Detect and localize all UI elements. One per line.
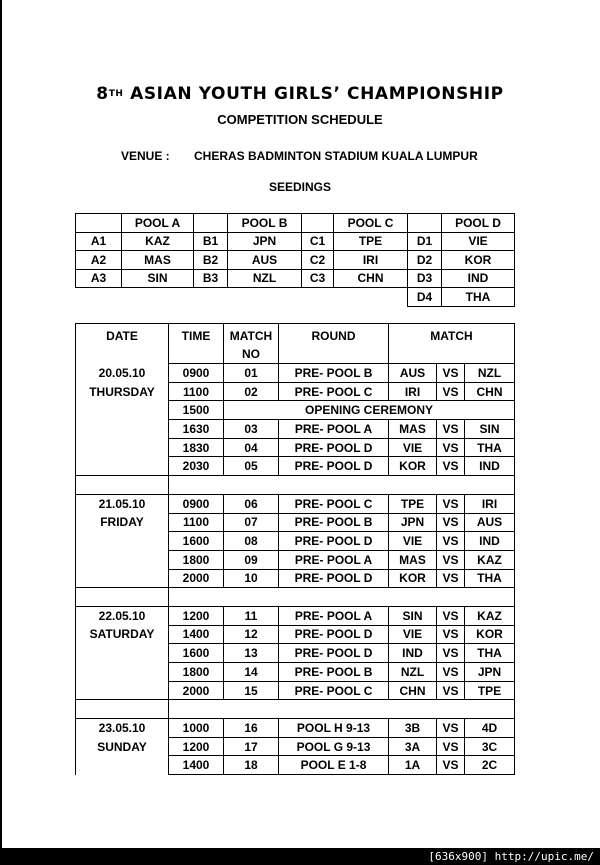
event-row [76,401,515,420]
seedings-heading: SEEDINGS [268,180,331,194]
seed-code: B1 [194,232,228,251]
round-cell: PRE- POOL D [279,532,389,551]
seed-team: AUS [228,251,302,270]
round-cell: PRE- POOL A [279,550,389,569]
team-one-cell: SIN [389,606,437,625]
date-cell [76,420,169,439]
round-cell: PRE- POOL B [279,364,389,383]
seed-team: CHN [334,269,408,288]
vs-cell: VS [437,550,465,569]
round-cell: PRE- POOL B [279,513,389,532]
team-two-cell: NZL [465,364,515,383]
separator-row [76,700,515,719]
team-one-cell: KOR [389,457,437,476]
team-one-cell: CHN [389,681,437,700]
seed-team: IRI [334,251,408,270]
date-cell [76,532,169,551]
event-cell: OPENING CEREMONY [224,401,515,420]
vs-cell: VS [437,663,465,682]
title-rest: ASIAN YOUTH GIRLS’ CHAMPIONSHIP [123,84,504,104]
match-no-cell: 18 [224,756,279,775]
vs-cell: VS [437,719,465,738]
pool-header: POOL D [442,214,515,233]
round-cell: PRE- POOL C [279,681,389,700]
seed-team: JPN [228,232,302,251]
seed-code: C2 [302,251,334,270]
seed-code: C3 [302,269,334,288]
match-row [76,420,515,439]
match-no-cell: 07 [224,513,279,532]
seed-team: KOR [442,251,515,270]
team-two-cell: CHN [465,382,515,401]
match-no-cell: 16 [224,719,279,738]
match-row [76,532,515,551]
seed-code: A2 [76,251,122,270]
team-one-cell: 3B [389,719,437,738]
left-border [0,0,2,865]
seed-team [334,288,408,307]
match-row [76,737,515,756]
time-cell: 1400 [169,756,224,775]
team-two-cell: SIN [465,420,515,439]
vs-cell: VS [437,532,465,551]
seedings-row [76,288,515,307]
match-no-cell: 01 [224,364,279,383]
match-no-cell: 14 [224,663,279,682]
time-cell: 1100 [169,382,224,401]
vs-cell: VS [437,420,465,439]
time-cell: 1500 [169,401,224,420]
round-cell: PRE- POOL D [279,457,389,476]
round-cell: POOL E 1-8 [279,756,389,775]
match-row [76,438,515,457]
separator-cell [76,476,169,495]
vs-cell: VS [437,681,465,700]
time-cell: 1800 [169,663,224,682]
match-no-cell: 11 [224,606,279,625]
team-one-cell: VIE [389,532,437,551]
seed-code: D2 [408,251,442,270]
seedings-row [76,232,515,251]
vs-cell: VS [437,438,465,457]
date-cell: 21.05.10 [76,494,169,513]
separator-cell [76,588,169,607]
round-cell: POOL G 9-13 [279,737,389,756]
match-no-cell: 02 [224,382,279,401]
seed-team: NZL [228,269,302,288]
round-header: ROUND [279,324,389,364]
time-header: TIME [169,324,224,364]
vs-cell: VS [437,644,465,663]
team-one-cell: IRI [389,382,437,401]
team-one-cell: MAS [389,550,437,569]
team-one-cell: TPE [389,494,437,513]
match-row [76,457,515,476]
match-no-cell: 03 [224,420,279,439]
date-cell [76,756,169,775]
match-no-cell: 08 [224,532,279,551]
date-cell [76,550,169,569]
time-cell: 0900 [169,364,224,383]
seed-team: TPE [334,232,408,251]
team-one-cell: KOR [389,569,437,588]
team-one-cell: MAS [389,420,437,439]
pool-header: POOL C [334,214,408,233]
team-two-cell: KOR [465,625,515,644]
vs-cell: VS [437,569,465,588]
seedings-table [75,213,515,307]
pool-spacer-cell [302,214,334,233]
seed-team: KAZ [122,232,194,251]
venue-value: CHERAS BADMINTON STADIUM KUALA LUMPUR [194,149,478,163]
date-cell [76,681,169,700]
round-cell: PRE- POOL D [279,625,389,644]
date-cell: 20.05.10 [76,364,169,383]
match-row [76,364,515,383]
time-cell: 1200 [169,737,224,756]
team-two-cell: IND [465,457,515,476]
separator-row [76,588,515,607]
match-row [76,569,515,588]
match-row [76,756,515,775]
separator-cell [169,588,515,607]
separator-cell [169,700,515,719]
time-cell: 1600 [169,644,224,663]
seed-code: B3 [194,269,228,288]
seed-code: C1 [302,232,334,251]
date-cell [76,438,169,457]
date-header: DATE [76,324,169,364]
team-two-cell: 3C [465,737,515,756]
vs-cell: VS [437,364,465,383]
match-row [76,494,515,513]
page-subtitle: COMPETITION SCHEDULE [217,112,383,127]
time-cell: 1000 [169,719,224,738]
time-cell: 2000 [169,681,224,700]
date-cell: FRIDAY [76,513,169,532]
seed-code: D1 [408,232,442,251]
match-row [76,644,515,663]
time-cell: 1600 [169,532,224,551]
team-two-cell: THA [465,644,515,663]
time-cell: 2030 [169,457,224,476]
separator-cell [169,476,515,495]
match-no-cell: 06 [224,494,279,513]
round-cell: PRE- POOL A [279,420,389,439]
seed-code: D4 [408,288,442,307]
round-cell: PRE- POOL C [279,382,389,401]
time-cell: 2000 [169,569,224,588]
vs-cell: VS [437,457,465,476]
team-two-cell: IRI [465,494,515,513]
match-no-header: MATCH NO [224,324,279,364]
match-row [76,625,515,644]
vs-cell: VS [437,513,465,532]
pool-spacer-cell [408,214,442,233]
title-superscript: TH [108,89,124,99]
match-row [76,606,515,625]
date-cell [76,644,169,663]
seed-team [122,288,194,307]
vs-cell: VS [437,606,465,625]
title-prefix: 8 [96,84,109,104]
team-one-cell: NZL [389,663,437,682]
pool-header: POOL B [228,214,302,233]
date-cell: SATURDAY [76,625,169,644]
pool-header: POOL A [122,214,194,233]
match-no-cell: 05 [224,457,279,476]
team-one-cell: 3A [389,737,437,756]
time-cell: 0900 [169,494,224,513]
seed-code: A3 [76,269,122,288]
schedule-header-row [76,324,515,364]
match-row [76,550,515,569]
round-cell: PRE- POOL D [279,644,389,663]
seed-code [76,288,122,307]
date-cell [76,663,169,682]
vs-cell: VS [437,737,465,756]
separator-row [76,476,515,495]
time-cell: 1100 [169,513,224,532]
match-no-cell: 13 [224,644,279,663]
date-cell [76,457,169,476]
match-row [76,719,515,738]
team-one-cell: AUS [389,364,437,383]
vs-cell: VS [437,382,465,401]
match-no-cell: 10 [224,569,279,588]
match-header: MATCH [389,324,515,364]
round-cell: PRE- POOL B [279,663,389,682]
seed-team: IND [442,269,515,288]
team-one-cell: 1A [389,756,437,775]
separator-cell [76,700,169,719]
team-two-cell: THA [465,438,515,457]
seedings-row [76,269,515,288]
seed-code [302,288,334,307]
seed-code: B2 [194,251,228,270]
match-row [76,681,515,700]
seed-code: D3 [408,269,442,288]
date-cell: 22.05.10 [76,606,169,625]
time-cell: 1830 [169,438,224,457]
match-no-cell: 09 [224,550,279,569]
team-two-cell: 2C [465,756,515,775]
vs-cell: VS [437,625,465,644]
team-two-cell: KAZ [465,550,515,569]
seed-team: VIE [442,232,515,251]
seed-code [194,288,228,307]
round-cell: PRE- POOL D [279,569,389,588]
match-no-cell: 12 [224,625,279,644]
team-two-cell: TPE [465,681,515,700]
round-cell: PRE- POOL C [279,494,389,513]
match-no-cell: 17 [224,737,279,756]
date-cell: 23.05.10 [76,719,169,738]
time-cell: 1400 [169,625,224,644]
team-two-cell: KAZ [465,606,515,625]
round-cell: PRE- POOL A [279,606,389,625]
team-one-cell: JPN [389,513,437,532]
match-row [76,663,515,682]
seed-team: THA [442,288,515,307]
vs-cell: VS [437,756,465,775]
venue-label: VENUE : [121,149,170,163]
match-row [76,513,515,532]
seedings-row [76,251,515,270]
team-two-cell: AUS [465,513,515,532]
seed-code: A1 [76,232,122,251]
vs-cell: VS [437,494,465,513]
date-cell [76,569,169,588]
team-two-cell: THA [465,569,515,588]
seed-team [228,288,302,307]
team-one-cell: VIE [389,625,437,644]
page-title [0,84,600,104]
schedule-table [75,323,515,775]
round-cell: POOL H 9-13 [279,719,389,738]
match-no-cell: 15 [224,681,279,700]
time-cell: 1630 [169,420,224,439]
seedings-header-row [76,214,515,233]
date-cell: THURSDAY [76,382,169,401]
match-no-cell: 04 [224,438,279,457]
pool-spacer-cell [194,214,228,233]
team-two-cell: IND [465,532,515,551]
pool-spacer-cell [76,214,122,233]
time-cell: 1800 [169,550,224,569]
watermark-text: [636x900] http://upic.me/ [428,850,594,863]
team-two-cell: JPN [465,663,515,682]
date-cell [76,401,169,420]
team-one-cell: IND [389,644,437,663]
date-cell: SUNDAY [76,737,169,756]
match-row [76,382,515,401]
seed-team: MAS [122,251,194,270]
team-one-cell: VIE [389,438,437,457]
round-cell: PRE- POOL D [279,438,389,457]
time-cell: 1200 [169,606,224,625]
seed-team: SIN [122,269,194,288]
team-two-cell: 4D [465,719,515,738]
